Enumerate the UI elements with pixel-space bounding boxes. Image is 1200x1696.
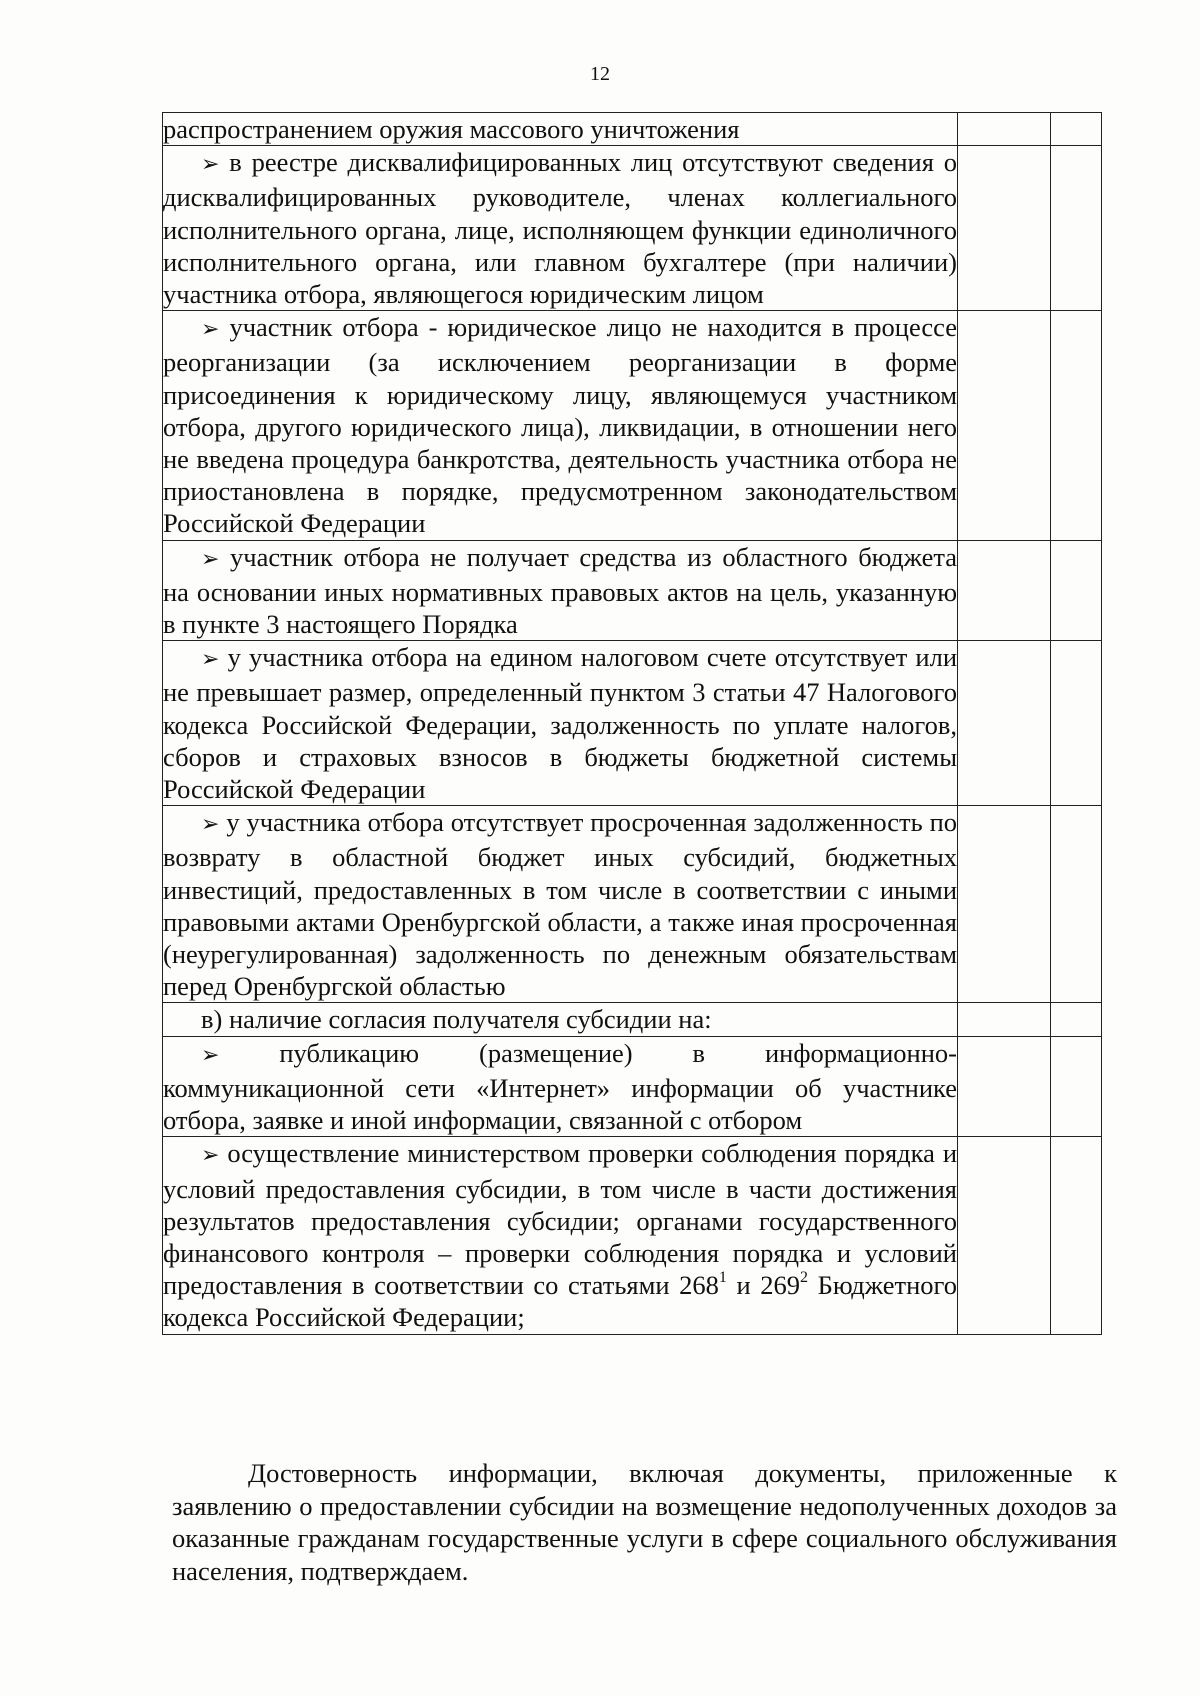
table-row — [163, 113, 1102, 146]
requirement-text: Бюджетного кодекса Российской Федерации; — [163, 1270, 957, 1333]
requirement-text: и 269 — [726, 1270, 801, 1301]
table-row — [163, 1036, 1102, 1137]
table-row — [163, 540, 1102, 641]
mark-cell — [958, 113, 1051, 146]
requirement-text: участник отбора не получает средства из областного бюджета на основании иных нормативных правовых актов на цель, указанную в пункте 3 настоящего Порядка — [163, 541, 957, 640]
closing-paragraph: Достоверность информации, включая документы, приложенные к заявлению о предоставлении субсидии на возмещение недополученных доходов за оказанные гражданам государственные услуги в сфере социального обслуживания населения, подтверждаем. — [172, 1458, 1117, 1586]
requirement-text-cell — [163, 806, 958, 1003]
mark-cell — [1051, 311, 1102, 540]
mark-cell — [1051, 146, 1102, 311]
mark-cell — [958, 1036, 1051, 1137]
arrow-bullet-icon: ➢ — [201, 647, 220, 673]
requirement-text: у участника отбора на едином налоговом счете отсутствует или не превышает размер, определенный пунктом 3 статьи 47 Налогового кодекса Российской Федерации, задолженность по уплате налогов, сборов и страховых взносов в бюджеты бюджетной системы Российской Федерации — [163, 642, 958, 805]
table-row — [163, 1137, 1102, 1334]
requirement-text-cell — [163, 1137, 958, 1334]
mark-cell — [958, 540, 1051, 641]
table-row — [163, 311, 1102, 540]
mark-cell — [1051, 641, 1102, 806]
arrow-bullet-icon: ➢ — [201, 546, 220, 572]
table-row — [163, 146, 1102, 311]
mark-cell — [1051, 1137, 1102, 1334]
table-row — [163, 1003, 1102, 1036]
arrow-bullet-icon: ➢ — [201, 317, 220, 343]
requirement-text: у участника отбора отсутствует просроченная задолженность по возврату в областной бюджет иных субсидий, бюджетных инвестиций, предоставленных в том числе в соответствии с иными правовыми актами Оренбургской области, а также иная просроченная (неурегулированная) задолженность по денежным обязательствам перед Оренбургской областью — [163, 807, 957, 1002]
requirement-text: в реестре дисквалифицированных лиц отсутствуют сведения о дисквалифицированных руководителе, членах коллегиального исполнительного органа, лице, исполняющем функции единоличного исполнительного органа, или главном бухгалтере (при наличии) участника отбора, являющегося юридическим лицом — [163, 147, 957, 310]
requirements-table — [162, 112, 1102, 1335]
mark-cell — [958, 1137, 1051, 1334]
arrow-bullet-icon: ➢ — [201, 1042, 220, 1068]
requirement-text-cell — [163, 540, 958, 641]
mark-cell — [958, 641, 1051, 806]
superscript: 2 — [800, 1269, 809, 1287]
mark-cell — [958, 806, 1051, 1003]
mark-cell — [958, 311, 1051, 540]
requirement-text: публикацию (размещение) в информационно-коммуникационной сети «Интернет» информации об участнике отбора, заявке и иной информации, связанной с отбором — [163, 1037, 957, 1136]
requirement-text: распространением оружия массового уничтожения — [163, 114, 740, 144]
table-row — [163, 806, 1102, 1003]
section-heading-text: в) наличие согласия получателя субсидии на: — [201, 1004, 712, 1035]
page-number: 12 — [590, 63, 610, 85]
arrow-bullet-icon: ➢ — [201, 812, 220, 838]
table-row — [163, 641, 1102, 806]
mark-cell — [1051, 113, 1102, 146]
arrow-bullet-icon: ➢ — [201, 1143, 220, 1169]
superscript: 1 — [718, 1269, 727, 1287]
arrow-bullet-icon: ➢ — [201, 152, 220, 178]
requirement-text-cell — [163, 1036, 958, 1137]
requirement-text: участник отбора - юридическое лицо не находится в процессе реорганизации (за исключением реорганизации в форме присоединения к юридическому лицу, являющемуся участником отбора, другого юридического лица), ликвидации, в отношении него не введена процедура банкротства, деятельность участника отбора не приостановлена в порядке, предусмотренном законодательством Российской Федерации — [163, 312, 958, 539]
requirement-text-cell — [163, 113, 958, 146]
requirement-text-cell — [163, 146, 958, 311]
mark-cell — [1051, 540, 1102, 641]
mark-cell — [958, 1003, 1051, 1036]
mark-cell — [958, 146, 1051, 311]
requirement-text: осуществление министерством проверки соблюдения порядка и условий предоставления субсидии, в том числе в части достижения результатов предоставления субсидии; органами государственного финансового контроля – проверки соблюдения порядка и условий предоставления в соответствии со статьями 268 — [163, 1138, 958, 1301]
mark-cell — [1051, 1003, 1102, 1036]
mark-cell — [1051, 1036, 1102, 1137]
requirement-text-cell — [163, 641, 958, 806]
mark-cell — [1051, 806, 1102, 1003]
requirement-text-cell — [163, 311, 958, 540]
requirement-text-cell — [163, 1003, 958, 1036]
